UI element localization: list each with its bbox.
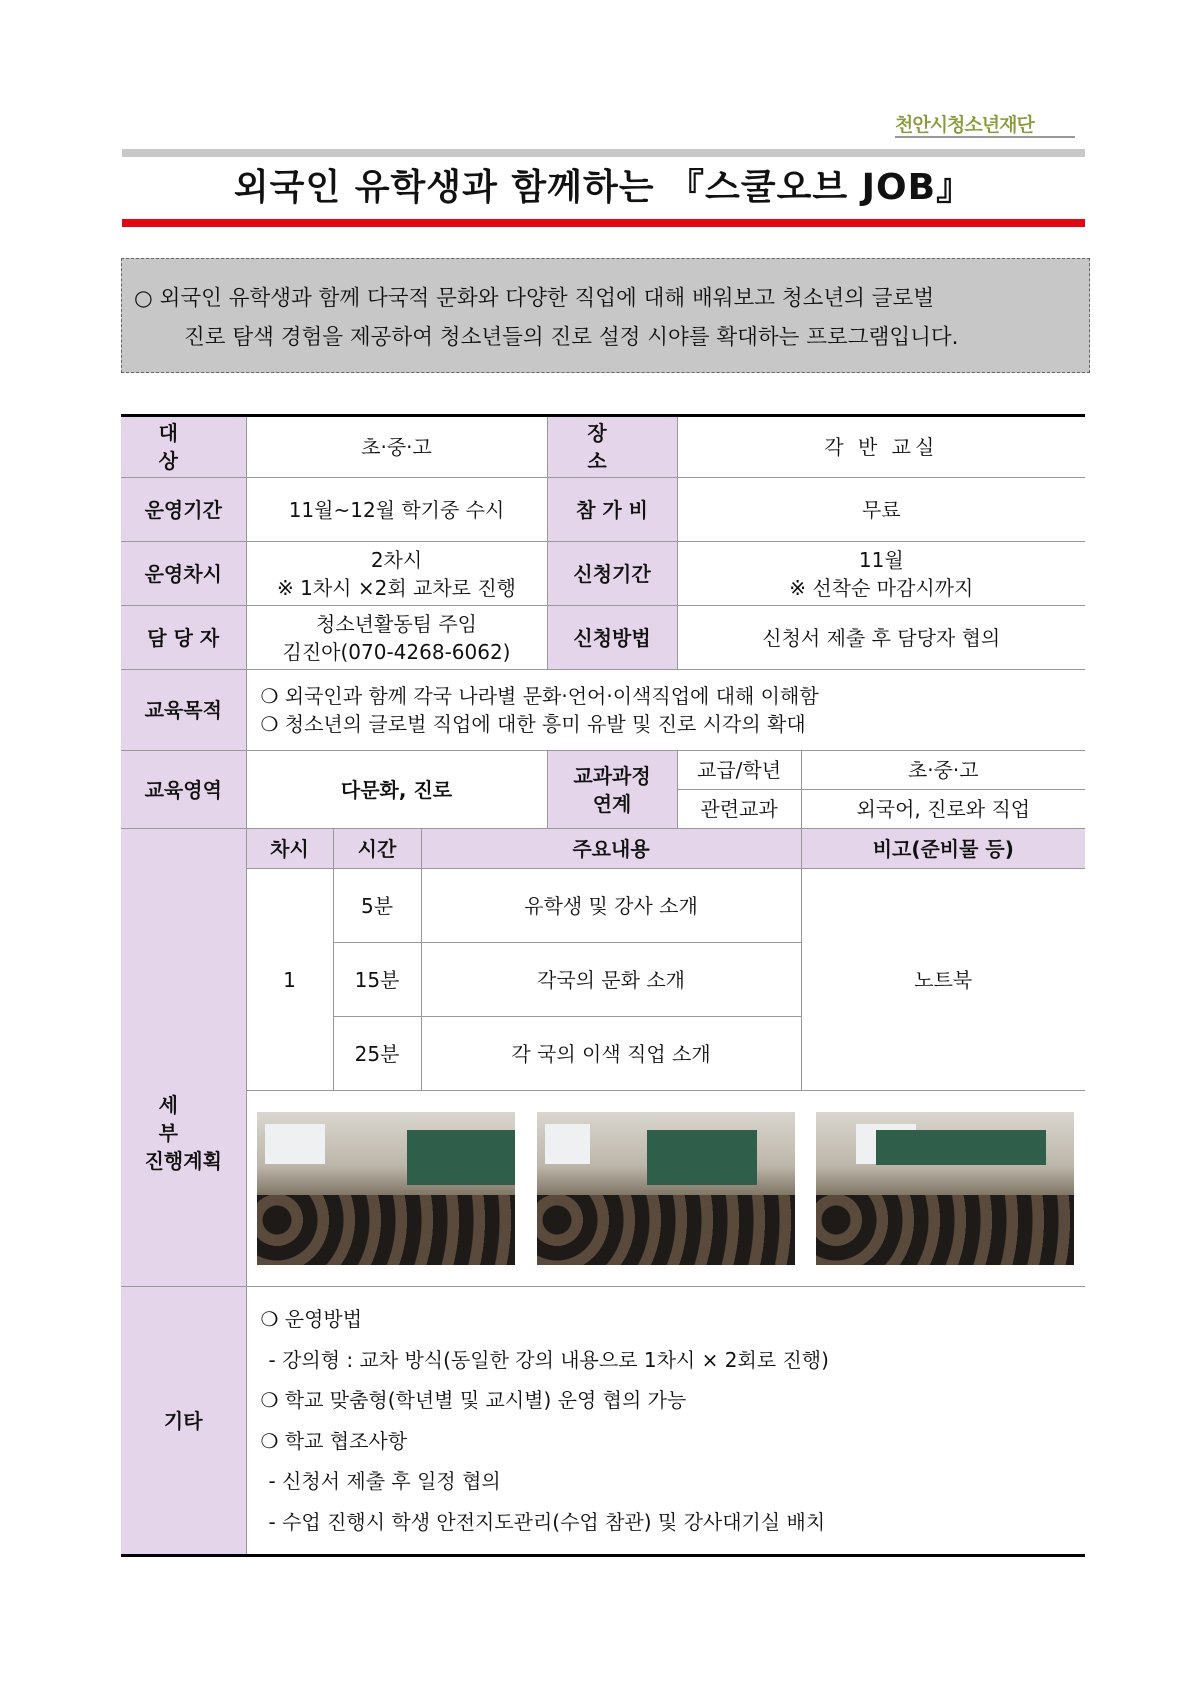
value-apply-method: 신청서 제출 후 담당자 협의: [677, 606, 1085, 670]
plan-content-2: 각국의 문화 소개: [421, 943, 801, 1017]
value-manager: [246, 606, 547, 670]
foundation-logo: [895, 110, 1075, 138]
plan-label-1: 세 부: [158, 1092, 208, 1145]
intro-line-2: 진로 탐색 경험을 제공하여 청소년들의 진로 설정 시야를 확대하는 프로그램입니다.: [184, 325, 959, 350]
label-curriculum: [547, 751, 677, 829]
value-area: 다문화, 진로: [246, 751, 547, 829]
label-apply-period: 신청기간: [547, 542, 677, 606]
label-target: 대 상: [121, 416, 246, 478]
value-fee: 무료: [677, 478, 1085, 542]
label-goal: 교육목적: [121, 670, 246, 751]
plan-time-2: 15분: [333, 943, 421, 1017]
label-apply-method: 신청방법: [547, 606, 677, 670]
value-sessions: [246, 542, 547, 606]
label-etc: 기타: [121, 1287, 246, 1556]
classroom-photo-3: [816, 1112, 1074, 1265]
classroom-photo-1: [257, 1112, 515, 1265]
logo-underline: [895, 136, 1075, 138]
subject-label: 관련교과: [677, 790, 801, 829]
plan-note: 노트북: [801, 869, 1085, 1091]
sessions-count: 2차시: [370, 547, 423, 572]
label-fee: 참 가 비: [547, 478, 677, 542]
plan-content-1: 유학생 및 강사 소개: [421, 869, 801, 943]
title-bottom-bar: [122, 219, 1085, 227]
title-top-bar: [122, 149, 1085, 157]
plan-time-1: 5분: [333, 869, 421, 943]
grade-label: 교급/학년: [677, 751, 801, 790]
subject-value: 외국어, 진로와 직업: [801, 790, 1085, 829]
classroom-photo-2: [537, 1112, 795, 1265]
logo-text: 천안시청소년재단: [895, 114, 1034, 136]
etc-line-3: ❍ 학교 맞춤형(학년별 및 교시별) 운영 협의 가능: [260, 1388, 687, 1412]
plan-row: [121, 869, 1085, 943]
page-title: 외국인 유학생과 함께하는 『스쿨오브 JOB』: [233, 167, 974, 208]
plan-header-note: 비고(준비물 등): [801, 829, 1085, 869]
etc-line-4: ❍ 학교 협조사항: [260, 1428, 408, 1453]
label-sessions: 운영차시: [121, 542, 246, 606]
label-place: 장 소: [547, 416, 677, 478]
value-goal: [246, 670, 1085, 751]
etc-line-1: ❍ 운영방법: [260, 1307, 363, 1331]
label-manager: 담 당 자: [121, 606, 246, 670]
value-etc: [246, 1287, 1085, 1556]
plan-label-2: 진행계획: [144, 1148, 222, 1173]
sessions-note: ※ 1차시 ×2회 교차로 진행: [277, 575, 516, 600]
intro-line-1: ○ 외국인 유학생과 함께 다국적 문화와 다양한 직업에 대해 배워보고 청소년의 글로벌: [134, 286, 935, 311]
label-plan: [121, 829, 246, 1287]
plan-header-content: 주요내용: [421, 829, 801, 869]
grade-value: 초·중·고: [801, 751, 1085, 790]
photo-row: [246, 1091, 1085, 1287]
apply-period-month: 11월: [858, 547, 904, 572]
goal-item-1: ❍ 외국인과 함께 각국 나라별 문화·언어·이색직업에 대해 이해함: [260, 684, 819, 708]
curriculum-label-1: 교과과정: [573, 763, 651, 788]
label-area: 교육영역: [121, 751, 246, 829]
etc-line-2: - 강의형 : 교차 방식(동일한 강의 내용으로 1차시 × 2회로 진행): [268, 1347, 829, 1372]
curriculum-label-2: 연계: [592, 791, 632, 816]
intro-box: [121, 258, 1090, 373]
value-period: 11월~12월 학기중 수시: [246, 478, 547, 542]
value-place: 각 반 교실: [677, 416, 1085, 478]
etc-line-5: - 신청서 제출 후 일정 협의: [268, 1469, 501, 1493]
manager-team: 청소년활동팀 주임: [316, 611, 477, 636]
program-table: [121, 414, 1085, 1557]
etc-line-6: - 수업 진행시 학생 안전지도관리(수업 참관) 및 강사대기실 배치: [268, 1509, 826, 1534]
value-apply-period: [677, 542, 1085, 606]
plan-content-3: 각 국의 이색 직업 소개: [421, 1017, 801, 1091]
plan-time-3: 25분: [333, 1017, 421, 1091]
plan-header-session: 차시: [246, 829, 333, 869]
value-target: 초·중·고: [246, 416, 547, 478]
goal-item-2: ❍ 청소년의 글로벌 직업에 대한 흥미 유발 및 진로 시각의 확대: [260, 712, 806, 736]
plan-session: 1: [246, 869, 333, 1091]
manager-contact: 김진아(070-4268-6062): [282, 639, 511, 664]
apply-period-note: ※ 선착순 마감시까지: [789, 575, 974, 600]
plan-header-time: 시간: [333, 829, 421, 869]
label-period: 운영기간: [121, 478, 246, 542]
